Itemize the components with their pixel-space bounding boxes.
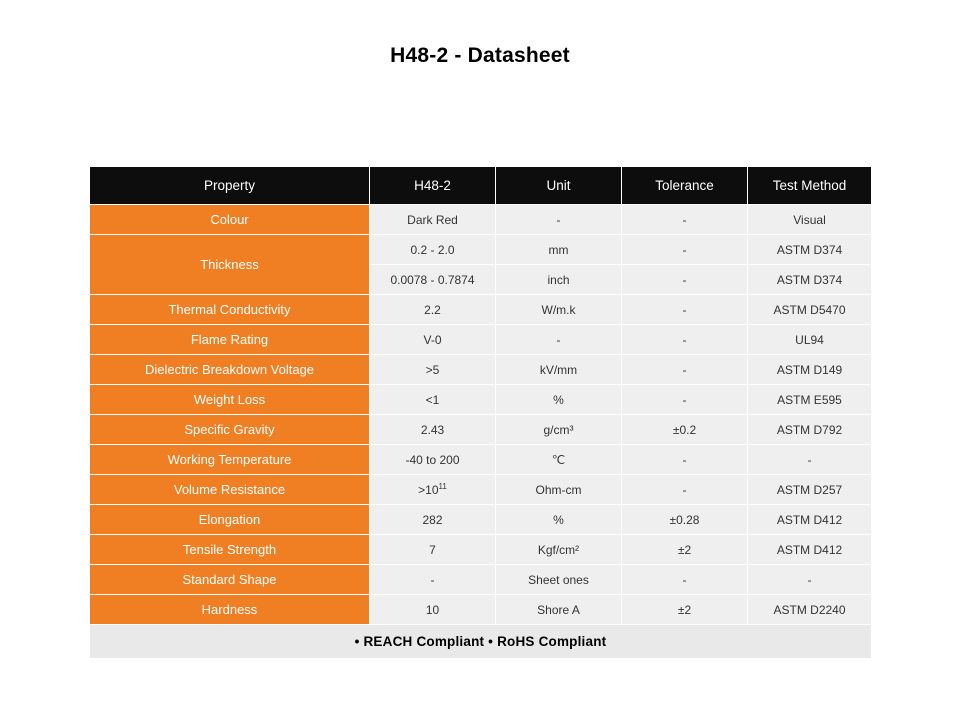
cell-value: 0.2 - 2.0 (370, 235, 496, 265)
cell-property: Hardness (90, 595, 370, 625)
cell-tolerance: - (622, 475, 748, 505)
cell-test-method: ASTM D374 (748, 235, 872, 265)
cell-test-method: ASTM D149 (748, 355, 872, 385)
page-title: H48-2 - Datasheet (390, 44, 570, 67)
cell-unit: Shore A (496, 595, 622, 625)
cell-unit: mm (496, 235, 622, 265)
cell-test-method: ASTM D792 (748, 415, 872, 445)
cell-value: >5 (370, 355, 496, 385)
cell-value: - (370, 565, 496, 595)
cell-test-method: UL94 (748, 325, 872, 355)
compliance-footer-text: • REACH Compliant • RoHS Compliant (90, 625, 872, 659)
cell-value: V-0 (370, 325, 496, 355)
table-row (90, 415, 872, 445)
cell-test-method: ASTM D412 (748, 505, 872, 535)
cell-unit: g/cm³ (496, 415, 622, 445)
cell-value (370, 475, 496, 505)
table-row (90, 235, 872, 265)
cell-unit: Ohm-cm (496, 475, 622, 505)
cell-property: Colour (90, 205, 370, 235)
cell-test-method: ASTM E595 (748, 385, 872, 415)
cell-tolerance: - (622, 325, 748, 355)
cell-unit: W/m.k (496, 295, 622, 325)
cell-unit: Kgf/cm² (496, 535, 622, 565)
column-header-test-method: Test Method (748, 167, 872, 205)
cell-test-method: ASTM D412 (748, 535, 872, 565)
cell-tolerance: - (622, 265, 748, 295)
table-row (90, 355, 872, 385)
cell-property: Flame Rating (90, 325, 370, 355)
cell-tolerance: ±2 (622, 535, 748, 565)
cell-test-method: ASTM D2240 (748, 595, 872, 625)
cell-test-method: ASTM D257 (748, 475, 872, 505)
cell-value-text: >10 (418, 483, 439, 497)
cell-unit: kV/mm (496, 355, 622, 385)
cell-value: 10 (370, 595, 496, 625)
table-row (90, 505, 872, 535)
cell-value: 7 (370, 535, 496, 565)
cell-tolerance: - (622, 385, 748, 415)
cell-tolerance: - (622, 565, 748, 595)
table-row (90, 385, 872, 415)
cell-unit: - (496, 205, 622, 235)
cell-property: Volume Resistance (90, 475, 370, 505)
column-header-value: H48-2 (370, 167, 496, 205)
cell-value: 282 (370, 505, 496, 535)
column-header-tolerance: Tolerance (622, 167, 748, 205)
cell-unit: inch (496, 265, 622, 295)
cell-unit: - (496, 325, 622, 355)
cell-tolerance: - (622, 445, 748, 475)
cell-property: Thermal Conductivity (90, 295, 370, 325)
table-header-row (90, 167, 872, 205)
cell-property: Standard Shape (90, 565, 370, 595)
cell-property: Elongation (90, 505, 370, 535)
datasheet-table-container (89, 166, 871, 659)
table-row (90, 565, 872, 595)
cell-value: 2.2 (370, 295, 496, 325)
cell-unit: % (496, 385, 622, 415)
table-row (90, 325, 872, 355)
cell-tolerance: - (622, 205, 748, 235)
cell-test-method: ASTM D5470 (748, 295, 872, 325)
table-row (90, 595, 872, 625)
cell-value: 2.43 (370, 415, 496, 445)
cell-value: <1 (370, 385, 496, 415)
cell-test-method: Visual (748, 205, 872, 235)
cell-tolerance: - (622, 295, 748, 325)
cell-value: 0.0078 - 0.7874 (370, 265, 496, 295)
cell-property: Weight Loss (90, 385, 370, 415)
cell-property: Working Temperature (90, 445, 370, 475)
table-row (90, 535, 872, 565)
cell-property: Tensile Strength (90, 535, 370, 565)
compliance-footer-row (90, 625, 872, 659)
cell-tolerance: ±0.28 (622, 505, 748, 535)
cell-tolerance: ±0.2 (622, 415, 748, 445)
cell-unit: Sheet ones (496, 565, 622, 595)
cell-unit: ℃ (496, 445, 622, 475)
cell-tolerance: - (622, 235, 748, 265)
column-header-property: Property (90, 167, 370, 205)
datasheet-table (89, 166, 872, 659)
table-row (90, 445, 872, 475)
cell-property: Thickness (90, 235, 370, 295)
cell-property: Dielectric Breakdown Voltage (90, 355, 370, 385)
cell-value: Dark Red (370, 205, 496, 235)
cell-tolerance: ±2 (622, 595, 748, 625)
cell-test-method: ASTM D374 (748, 265, 872, 295)
table-row (90, 295, 872, 325)
cell-unit: % (496, 505, 622, 535)
table-row (90, 205, 872, 235)
table-row (90, 475, 872, 505)
cell-tolerance: - (622, 355, 748, 385)
column-header-unit: Unit (496, 167, 622, 205)
cell-property: Specific Gravity (90, 415, 370, 445)
cell-test-method: - (748, 445, 872, 475)
cell-test-method: - (748, 565, 872, 595)
cell-value-exponent: 11 (438, 482, 447, 491)
cell-value: -40 to 200 (370, 445, 496, 475)
